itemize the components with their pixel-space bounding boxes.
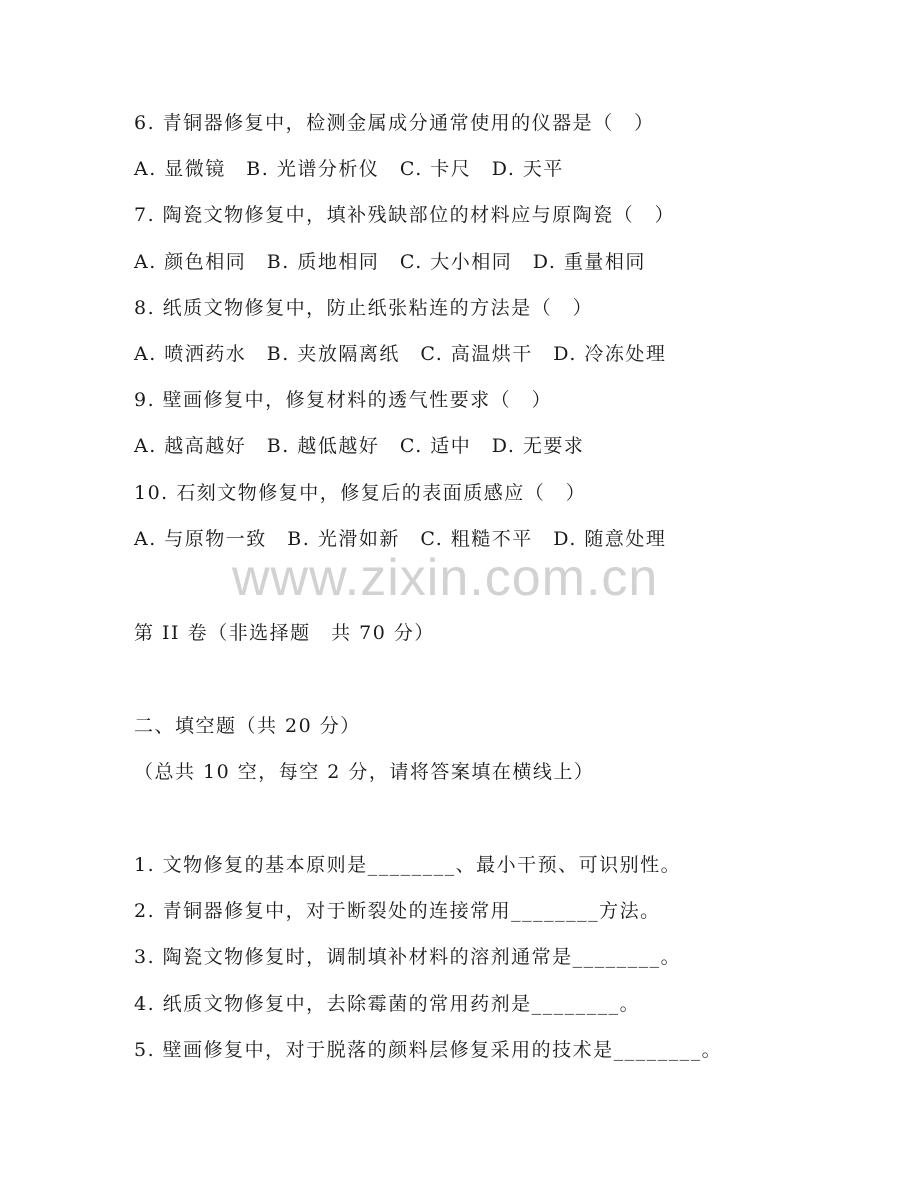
question-6-options: A. 显微镜 B. 光谱分析仪 C. 卡尺 D. 天平: [134, 158, 564, 180]
question-7-options: A. 颜色相同 B. 质地相同 C. 大小相同 D. 重量相同: [134, 251, 646, 273]
volume-title: 第 II 卷（非选择题 共 70 分）: [134, 622, 435, 644]
fill-blank-4: 4. 纸质文物修复中，去除霉菌的常用药剂是________。: [134, 993, 641, 1015]
question-10: 10. 石刻文物修复中，修复后的表面质感应（ ）: [134, 482, 587, 504]
question-8-options: A. 喷洒药水 B. 夹放隔离纸 C. 高温烘干 D. 冷冻处理: [134, 343, 667, 365]
question-6: 6. 青铜器修复中，检测金属成分通常使用的仪器是（ ）: [134, 112, 655, 134]
fill-blank-3: 3. 陶瓷文物修复时，调制填补材料的溶剂通常是________。: [134, 946, 682, 968]
question-7: 7. 陶瓷文物修复中，填补残缺部位的材料应与原陶瓷（ ）: [134, 204, 676, 226]
fill-blank-5: 5. 壁画修复中，对于脱落的颜料层修复采用的技术是________。: [134, 1039, 723, 1061]
question-9: 9. 壁画修复中，修复材料的透气性要求（ ）: [134, 389, 553, 411]
question-8: 8. 纸质文物修复中，防止纸张粘连的方法是（ ）: [134, 297, 594, 319]
watermark: www.zixin.com.cn: [232, 549, 659, 607]
section-title: 二、填空题（共 20 分）: [134, 715, 361, 737]
question-10-options: A. 与原物一致 B. 光滑如新 C. 粗糙不平 D. 随意处理: [134, 528, 667, 550]
question-9-options: A. 越高越好 B. 越低越好 C. 适中 D. 无要求: [134, 435, 585, 457]
fill-blank-2: 2. 青铜器修复中，对于断裂处的连接常用________方法。: [134, 900, 661, 922]
section-note: （总共 10 空，每空 2 分，请将答案填在横线上）: [134, 761, 595, 783]
fill-blank-1: 1. 文物修复的基本原则是________、最小干预、可识别性。: [134, 854, 682, 876]
